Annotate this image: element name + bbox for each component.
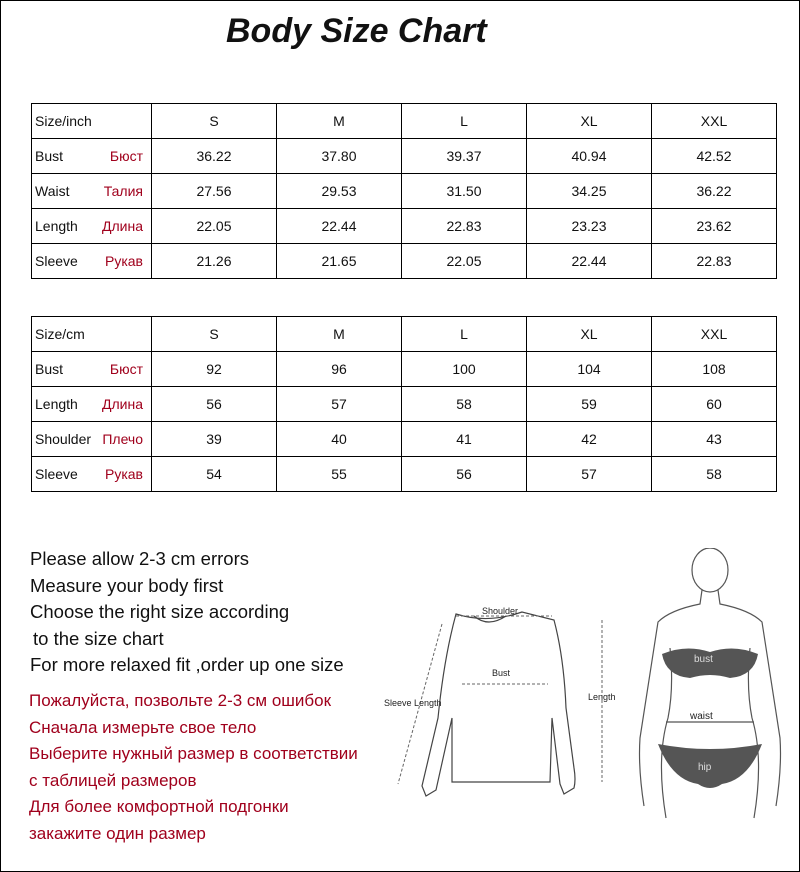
note-line: закажите один размер — [29, 823, 206, 843]
note-line: с таблицей размеров — [29, 770, 197, 790]
body-measure-diagram — [630, 548, 790, 848]
label-ru: Бюст — [109, 148, 143, 164]
header-cell: Size/cm — [32, 317, 152, 352]
table-header-row — [32, 104, 777, 139]
bust-label: Bust — [492, 668, 511, 678]
label-en: Shoulder — [35, 431, 92, 447]
note-line: Choose the right size according — [30, 601, 290, 622]
label-en: Length — [35, 218, 78, 234]
table-cell: 59 — [527, 387, 652, 422]
table-cell: 29.53 — [277, 174, 402, 209]
sleeve-length-label: Sleeve Length — [384, 698, 442, 708]
note-line: Выберите нужный размер в соответствии — [29, 744, 358, 763]
table-cell: 58 — [402, 387, 527, 422]
table-cell: 21.65 — [277, 244, 402, 279]
row-label — [32, 387, 152, 422]
table-row — [32, 139, 777, 174]
table-row — [32, 387, 777, 422]
header-cell: Size/inch — [32, 104, 152, 139]
table-cell: 42.52 — [652, 139, 777, 174]
table-cell: 100 — [402, 352, 527, 387]
shirt-outline — [422, 612, 575, 796]
label-en: Sleeve — [35, 466, 78, 482]
note-line: Measure your body first — [30, 574, 224, 596]
table-cell: 34.25 — [527, 174, 652, 209]
shirt-measure-diagram — [378, 598, 628, 808]
header-cell: S — [152, 317, 277, 352]
row-label — [32, 174, 152, 209]
cm-size-table — [31, 316, 777, 492]
table-cell: 23.62 — [652, 209, 777, 244]
table-cell: 22.83 — [652, 244, 777, 279]
table-row — [32, 244, 777, 279]
label-ru: Рукав — [105, 253, 143, 269]
shoulder-label: Shoulder — [482, 606, 519, 616]
table-cell: 40.94 — [527, 139, 652, 174]
table-cell: 104 — [527, 352, 652, 387]
table-cell: 21.26 — [152, 244, 277, 279]
label-ru: Длина — [102, 218, 143, 234]
bust-label: bust — [694, 654, 713, 665]
table-cell: 31.50 — [402, 174, 527, 209]
table-cell: 58 — [652, 457, 777, 492]
hip-label: hip — [698, 762, 712, 773]
table-cell: 55 — [277, 457, 402, 492]
label-ru: Талия — [103, 183, 143, 199]
note-line: to the size chart — [33, 627, 164, 649]
table-cell: 36.22 — [152, 139, 277, 174]
table-cell: 40 — [277, 422, 402, 457]
label-ru: Рукав — [105, 466, 143, 482]
label-en: Waist — [35, 183, 70, 199]
label-en: Bust — [35, 361, 64, 377]
table-cell: 60 — [652, 387, 777, 422]
inch-size-table — [31, 103, 777, 279]
table-cell: 23.23 — [527, 209, 652, 244]
label-en: Bust — [35, 148, 64, 164]
row-label — [32, 209, 152, 244]
table-cell: 37.80 — [277, 139, 402, 174]
table-cell: 39.37 — [402, 139, 527, 174]
header-cell: L — [402, 317, 527, 352]
row-label — [32, 139, 152, 174]
waist-label: waist — [690, 711, 713, 722]
header-cell: XXL — [652, 104, 777, 139]
table-cell: 22.83 — [402, 209, 527, 244]
table-cell: 57 — [527, 457, 652, 492]
table-header-row — [32, 317, 777, 352]
label-en: Sleeve — [35, 253, 78, 269]
table-cell: 108 — [652, 352, 777, 387]
table-cell: 39 — [152, 422, 277, 457]
table-cell: 22.44 — [277, 209, 402, 244]
header-cell: XL — [527, 104, 652, 139]
table-cell: 54 — [152, 457, 277, 492]
table-cell: 56 — [402, 457, 527, 492]
table-cell: 27.56 — [152, 174, 277, 209]
table-cell: 56 — [152, 387, 277, 422]
label-ru: Бюст — [109, 361, 143, 377]
header-cell: S — [152, 104, 277, 139]
page-title: Body Size Chart — [226, 12, 487, 50]
table-row — [32, 352, 777, 387]
header-cell: XXL — [652, 317, 777, 352]
english-notes — [30, 546, 344, 679]
table-cell: 92 — [152, 352, 277, 387]
label-ru: Плечо — [102, 431, 143, 447]
label-ru: Длина — [102, 396, 143, 412]
table-cell: 43 — [652, 422, 777, 457]
russian-notes — [29, 688, 358, 847]
table-cell: 22.05 — [402, 244, 527, 279]
note-line: Please allow 2-3 cm errors — [30, 548, 249, 569]
note-line: Для более комфортной подгонки — [29, 797, 289, 816]
table-cell: 41 — [402, 422, 527, 457]
table-row — [32, 174, 777, 209]
row-label — [32, 422, 152, 457]
header-cell: M — [277, 104, 402, 139]
table-cell: 22.05 — [152, 209, 277, 244]
row-label — [32, 457, 152, 492]
note-line: For more relaxed fit ,order up one size — [30, 654, 344, 675]
header-cell: L — [402, 104, 527, 139]
table-cell: 96 — [277, 352, 402, 387]
note-line: Пожалуйста, позвольте 2-3 см ошибок — [29, 691, 332, 710]
note-line: Сначала измерьте свое тело — [29, 717, 257, 737]
table-cell: 57 — [277, 387, 402, 422]
table-cell: 22.44 — [527, 244, 652, 279]
table-row — [32, 422, 777, 457]
row-label — [32, 352, 152, 387]
row-label — [32, 244, 152, 279]
length-label: Length — [588, 692, 616, 702]
label-en: Length — [35, 396, 78, 412]
table-row — [32, 457, 777, 492]
table-cell: 36.22 — [652, 174, 777, 209]
table-row — [32, 209, 777, 244]
header-cell: M — [277, 317, 402, 352]
table-cell: 42 — [527, 422, 652, 457]
header-cell: XL — [527, 317, 652, 352]
